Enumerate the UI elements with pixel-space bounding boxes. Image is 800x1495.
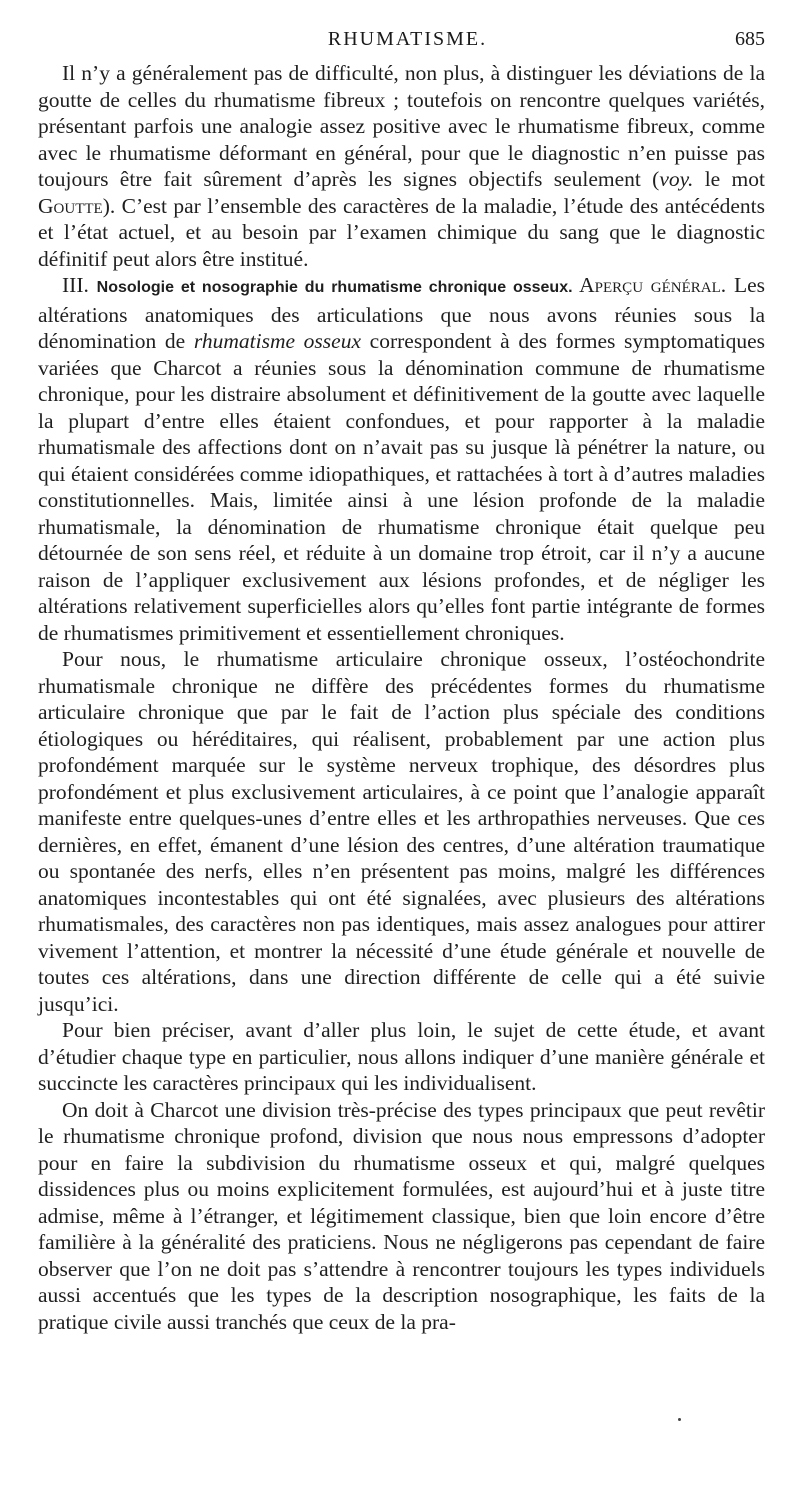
text-segment: On doit à Charcot une division très-précise des types principaux que peut revêtir le rhumatisme chronique profond, division que nous nous empressons d’adopter pour en faire la subdivision du rhumatisme osseux et qui, malgré quelques dissidences plus ou moins explicitement formulées, est aujourd’hui et à juste titre admise, même à l’étranger, et légitimement classique, bien que loin encore d’être familière à la généralité des praticiens. Nous ne négligerons pas cependant de faire observer que l’on ne doit pas s’attendre à rencontrer toujours les types individuels aussi accentués que les types de la description nosographique, les faits de la pratique civile aussi tranchés que ceux de la pra- bbox=[38, 1097, 765, 1334]
running-head: RHUMATISME. bbox=[327, 28, 488, 50]
text-segment-italic: voy. bbox=[659, 167, 694, 191]
paragraph-preciser bbox=[38, 1017, 765, 1097]
paragraph-charcot-division bbox=[38, 1097, 765, 1336]
text-segment: Il n’y a généralement pas de difficulté, non plus, à distinguer les déviations de la goutte de celles du rhumatisme fibreux ; toutefois on rencontre quelques variétés, présentant parfois une analogie assez positive avec le rhumatisme fibreux, comme avec le rhumatisme déformant en général, pour que le diagnostic n’en puisse pas toujours être fait sûrement d’après les signes objectifs seulement ( bbox=[38, 61, 765, 191]
text-segment-italic: rhumatisme osseux bbox=[193, 329, 362, 353]
body-text bbox=[38, 60, 765, 1335]
stray-ink-mark bbox=[678, 1418, 681, 1421]
paragraph-goutte-diagnostic bbox=[38, 60, 765, 272]
text-segment: Les altérations anatomiques des articulations que nous avons réunies sous la dénomination de bbox=[38, 273, 766, 353]
text-segment: Pour nous, le rhumatisme articulaire chronique osseux, l’ostéochondrite rhumatismale chronique ne diffère des précédentes formes du rhumatisme articulaire chronique que par le fait de l’action plus spéciale des conditions étiologiques ou héréditaires, qui réalisent, probablement par une action plus profondément marquée sur le système nerveux trophique, des désordres plus profondément et plus exclusivement articulaires, à ce point que l’analogie apparaît manifeste entre quelques-unes d’entre elles et les arthropathies nerveuses. Que ces dernières, en effet, émanent d’une lésion des centres, d’une altération traumatique ou spontanée des nerfs, elles n’en présentent pas moins, malgré les différences anatomiques incontestables qui ont été signalées, avec plusieurs des altérations rhumatismales, des caractères non pas identiques, mais assez analogues pour attirer vivement l’attention, et montrer la nécessité d’une étude générale et nouvelle de toutes ces altérations, dans une direction différente de celle qui a été suivie jusqu’ici. bbox=[38, 647, 765, 1016]
paragraph-osteochondrite bbox=[38, 646, 765, 1017]
cross-reference-goutte: Goutte bbox=[38, 193, 103, 218]
section-number: III. bbox=[62, 273, 97, 297]
text-segment: ). C’est par l’ensemble des caractères de la maladie, l’étude des antécédents et l’état actuel, et au besoin par l’examen chimique du sang que le diagnostic définitif peut alors être institué. bbox=[38, 193, 765, 271]
subsection-heading: Aperçu général. bbox=[572, 273, 727, 297]
text-segment: correspondent à des formes symptomatiques variées que Charcot a réunies sous la dénomination commune de rhumatisme chronique, pour les distraire absolument et définitivement de la goutte avec laquelle la plupart d’entre elles étaient confondues, et pour rapporter à la maladie rhumatismale des affections dont on n’avait pas su jusque là pénétrer la nature, ou qui étaient considérées comme idiopathiques, et rattachées à tort à d’autres maladies constitutionnelles. Mais, limitée ainsi à une lésion profonde de la maladie rhumatismale, la dénomination de rhumatisme chronique était quelque peu détournée de son sens réel, et réduite à un domaine trop étroit, car il n’y a aucune raison de l’appliquer exclusivement aux lésions profondes, et de négliger les altérations relativement superficielles alors qu’elles font partie intégrante de formes de rhumatismes primitivement et essentiellement chroniques. bbox=[38, 329, 765, 645]
paragraph-section-iii bbox=[38, 272, 765, 646]
text-segment: Pour bien préciser, avant d’aller plus loin, le sujet de cette étude, et avant d’étudier chaque type en particulier, nous allons indiquer d’une manière générale et succincte les caractères principaux qui les individualisent. bbox=[38, 1018, 765, 1095]
text-segment: le mot bbox=[693, 167, 765, 191]
page-number: 685 bbox=[735, 28, 765, 50]
section-heading: Nosologie et nosographie du rhumatisme chronique osseux. bbox=[96, 279, 573, 296]
page-header bbox=[50, 24, 765, 54]
